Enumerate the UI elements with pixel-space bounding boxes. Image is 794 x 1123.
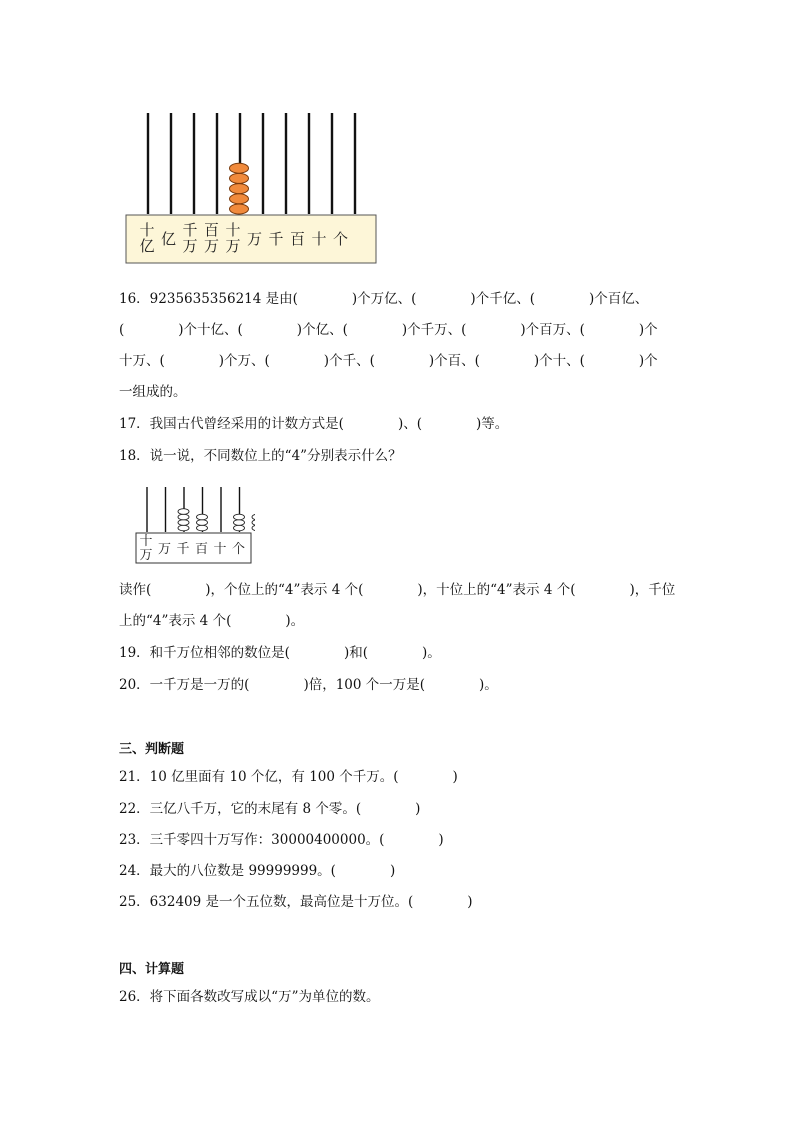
place-value-label: 十 (213, 542, 227, 557)
question-16-line-2: ( )个十亿、( )个亿、( )个千万、( )个百万、( )个 (119, 322, 658, 338)
abacus-bead (234, 514, 245, 520)
abacus-bead (252, 520, 255, 526)
abacus-bead (230, 204, 249, 214)
place-value-label: 十 (139, 534, 153, 549)
abacus-bead (197, 520, 208, 526)
question-16-line-3: 十万、( )个万、( )个千、( )个百、( )个十、( )个 (119, 353, 658, 369)
place-value-label: 万 (225, 237, 241, 255)
place-value-label: 百 (289, 230, 306, 248)
place-value-label: 万 (203, 237, 220, 255)
place-value-label: 千 (176, 542, 190, 557)
abacus-bead (230, 184, 249, 194)
abacus-bead (230, 194, 249, 204)
question-26: 26．将下面各数改写成以“万”为单位的数。 (119, 989, 380, 1005)
abacus-bead (197, 525, 208, 531)
question-16-line-1: 16．9235635356214 是由( )个万亿、( )个千亿、( )个百亿、 (119, 291, 649, 307)
abacus-bead (252, 514, 255, 520)
place-value-label: 百 (203, 221, 220, 239)
question-24: 24．最大的八位数是 99999999。( ) (119, 863, 396, 879)
place-value-label: 万 (157, 542, 172, 557)
place-value-label: 十 (139, 221, 155, 239)
abacus-bead (178, 520, 189, 526)
question-20: 20．一千万是一万的( )倍，100 个一万是( )。 (119, 677, 498, 693)
question-23: 23．三千零四十万写作：30000400000。( ) (119, 832, 444, 848)
place-value-label: 十 (225, 221, 241, 239)
abacus-figure-2 (133, 483, 255, 567)
question-16-line-4: 一组成的。 (119, 384, 187, 400)
abacus-bead (178, 514, 189, 520)
abacus-bead (197, 514, 208, 520)
section-heading-judgement: 三、判断题 (119, 742, 185, 757)
question-18: 18．说一说，不同数位上的“4”分别表示什么？ (119, 448, 402, 464)
place-value-label: 百 (194, 542, 209, 557)
place-value-label: 千 (268, 230, 284, 248)
abacus-bead (234, 520, 245, 526)
place-value-label: 个 (332, 230, 349, 248)
place-value-label: 万 (246, 230, 263, 248)
place-value-label: 亿 (139, 237, 155, 255)
question-17: 17．我国古代曾经采用的计数方式是( )、( )等。 (119, 416, 509, 432)
abacus-bead (234, 525, 245, 531)
place-value-label: 十 (311, 230, 327, 248)
abacus-1-svg (118, 108, 380, 268)
abacus-bead (178, 509, 189, 515)
question-22: 22．三亿八千万，它的末尾有 8 个零。( ) (119, 801, 421, 817)
abacus-bead (230, 173, 249, 183)
place-value-label: 亿 (160, 230, 177, 248)
question-18-answer-line-2: 上的“4”表示 4 个( )。 (119, 613, 305, 629)
question-21: 21．10 亿里面有 10 个亿，有 100 个千万。( ) (119, 769, 458, 785)
place-value-label: 个 (231, 542, 246, 557)
place-value-label: 万 (182, 237, 198, 255)
abacus-2-svg (133, 483, 255, 567)
abacus-bead (252, 525, 255, 531)
abacus-bead (230, 163, 249, 173)
abacus-bead (178, 525, 189, 531)
question-18-answer-line-1: 读作( )，个位上的“4”表示 4 个( )，十位上的“4”表示 4 个( )，千位 (119, 582, 676, 598)
section-heading-calculation: 四、计算题 (119, 962, 185, 977)
place-value-label: 万 (139, 548, 153, 563)
question-19: 19．和千万位相邻的数位是( )和( )。 (119, 645, 441, 661)
place-value-label: 千 (182, 221, 198, 239)
abacus-figure-1 (118, 108, 380, 268)
question-25: 25．632409 是一个五位数，最高位是十万位。( ) (119, 894, 473, 910)
